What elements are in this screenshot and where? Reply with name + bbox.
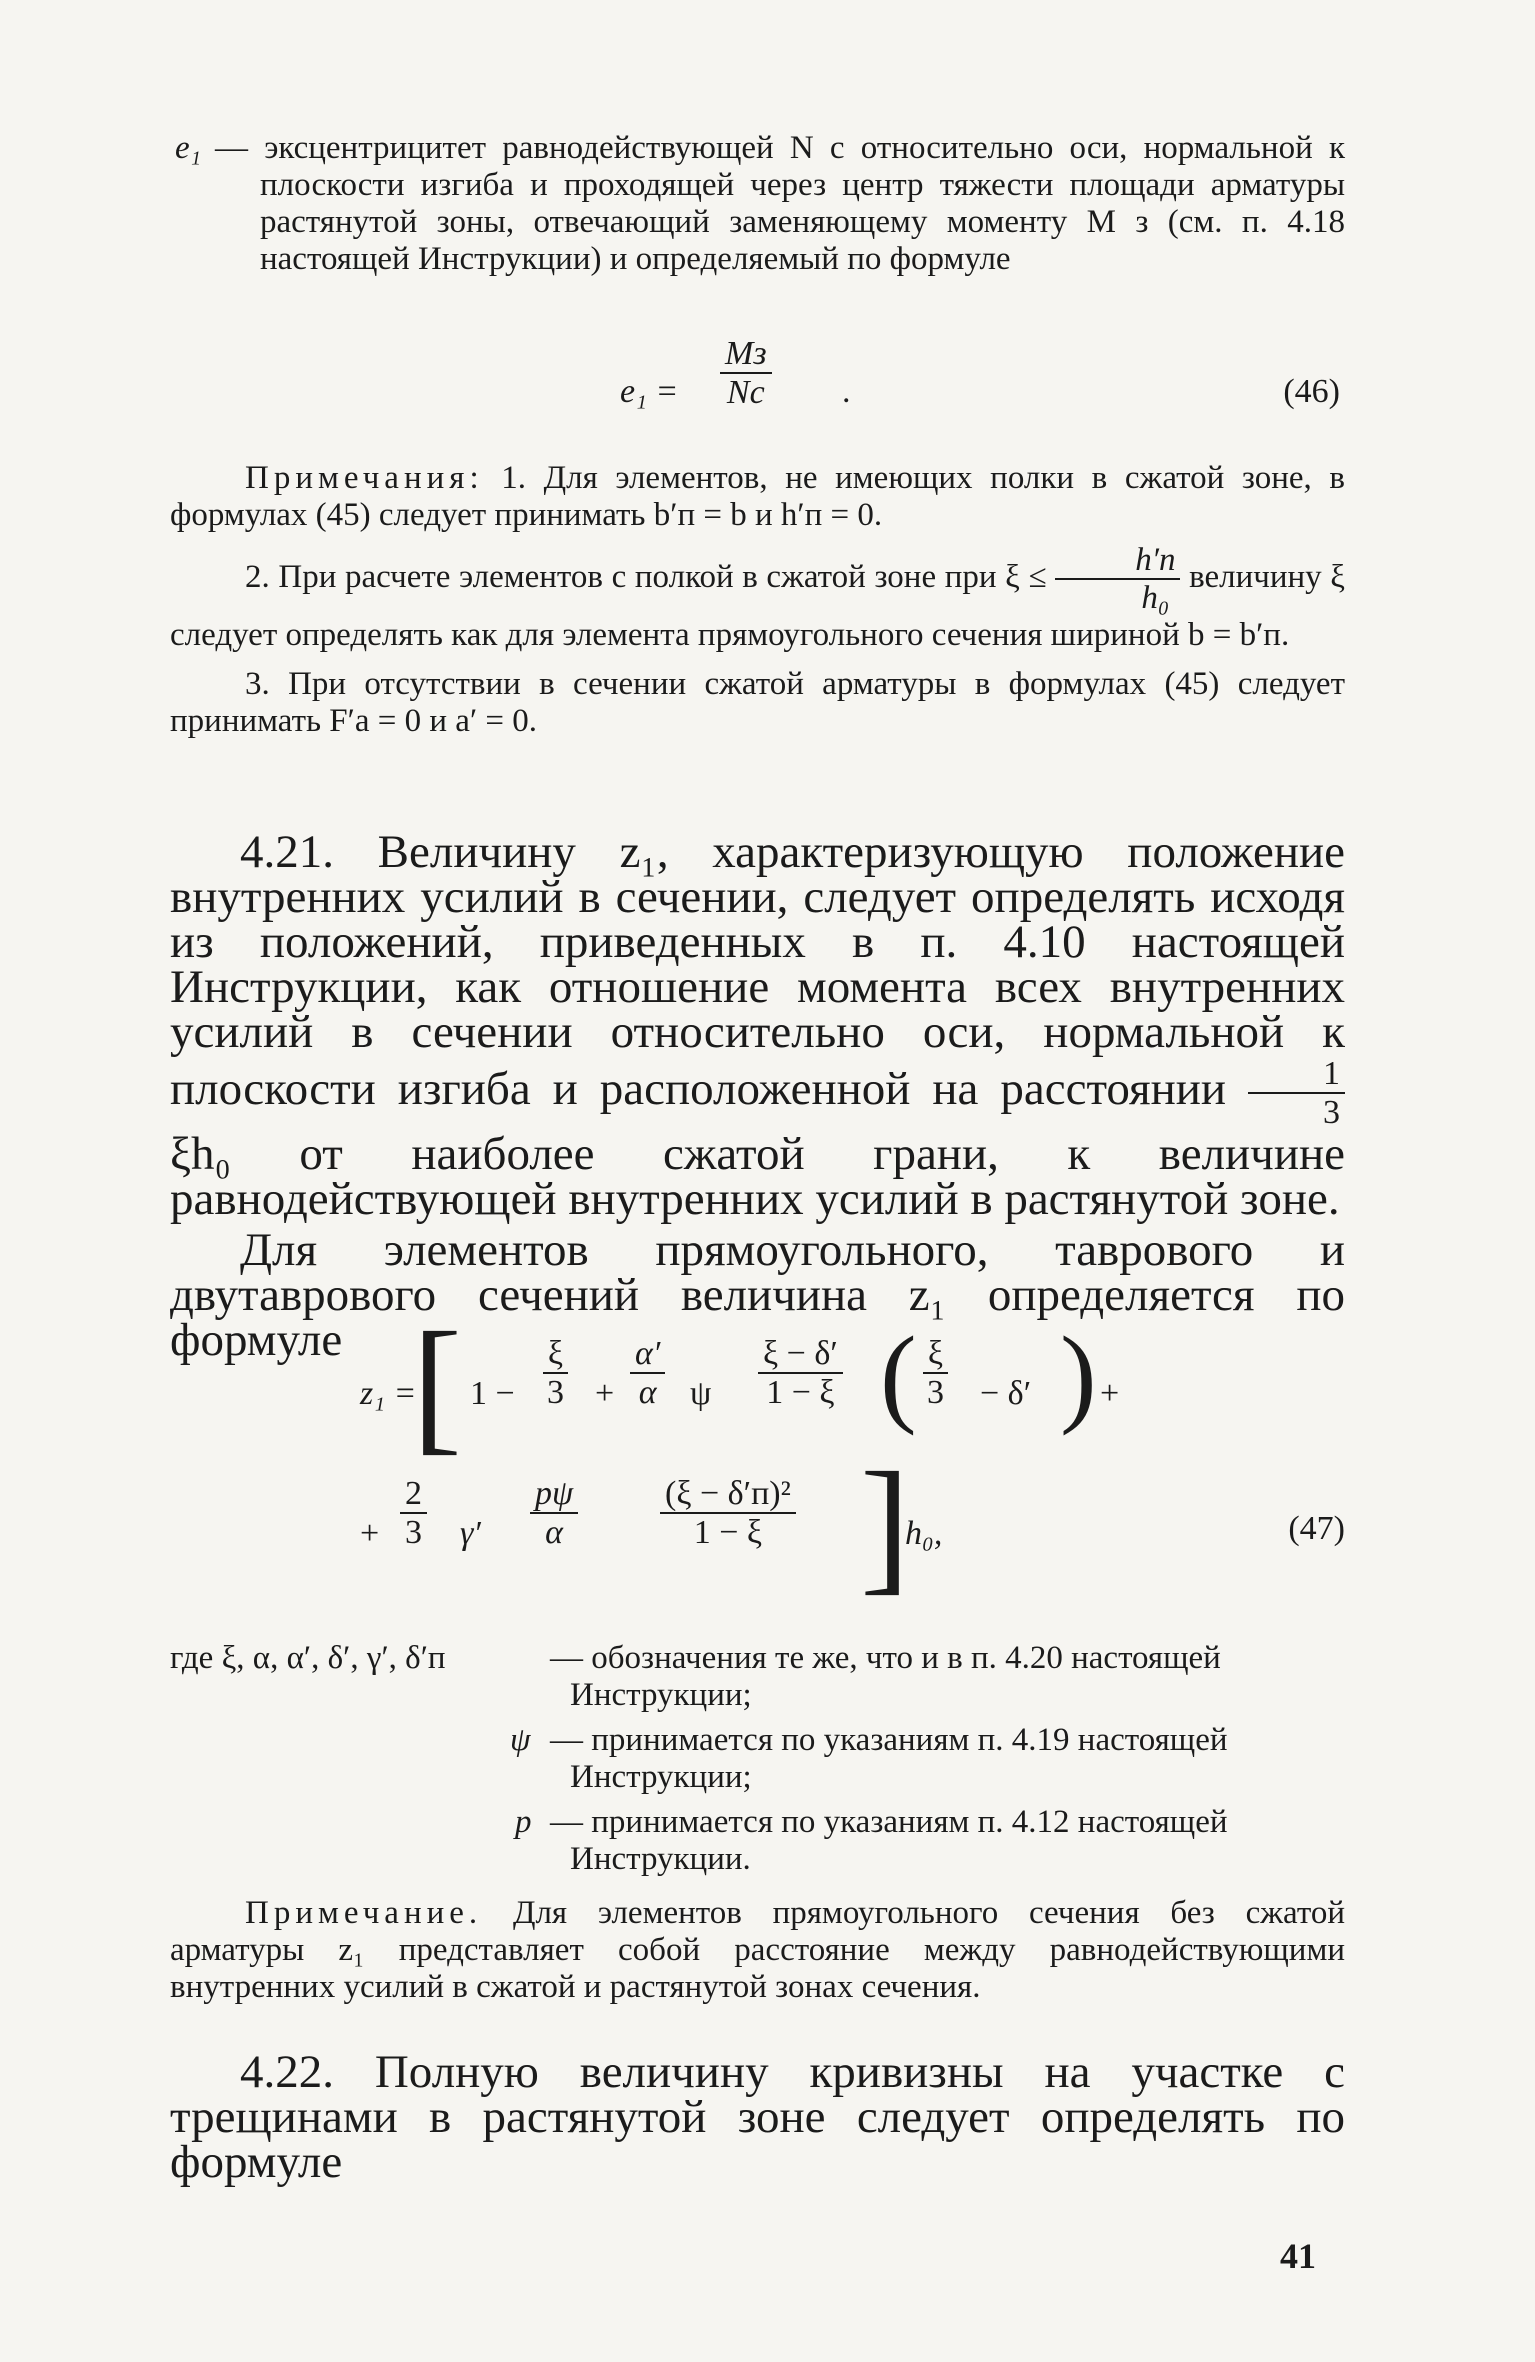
f47-minus-delta: − δ′ bbox=[980, 1375, 1032, 1412]
p421-fraction-num: 1 bbox=[1248, 1055, 1345, 1094]
f47-frac-6 bbox=[530, 1475, 578, 1552]
f47-gamma: γ′ bbox=[460, 1515, 481, 1552]
f47-lhs: z₁ = bbox=[360, 1375, 417, 1412]
p421-paragraph-2: Для элементов прямоугольного, таврового и двутаврового сечений величина z₁ определяется по формуле bbox=[170, 1223, 1345, 1366]
f47-open-bracket: [ bbox=[412, 1302, 462, 1468]
f47-frac-4-den: 3 bbox=[927, 1374, 944, 1412]
f47-plus-1: + bbox=[595, 1375, 615, 1412]
f47-frac-4-num: ξ bbox=[923, 1335, 948, 1374]
f47-frac-5-den: 3 bbox=[405, 1514, 422, 1552]
notes-block bbox=[170, 460, 1345, 740]
f47-one-minus: 1 − bbox=[470, 1375, 515, 1412]
e1-definition-text: — эксцентрицитет равнодействующей N с относительно оси, нормальной к плоскости изгиба и проходящей через центр тяжести площади арматуры растянутой зоны, отвечающий заменяющему моменту M з (см. п. 4.18 настоящей Инструкции) и определяемый по формуле bbox=[215, 130, 1345, 277]
note-2-heading: Примечание. bbox=[245, 1895, 483, 1931]
where-row-2-label: ψ bbox=[510, 1722, 531, 1758]
f47-frac-7 bbox=[660, 1475, 796, 1552]
f47-frac-7-den: 1 − ξ bbox=[693, 1514, 763, 1552]
f47-frac-3-den: 1 − ξ bbox=[766, 1374, 835, 1412]
f47-frac-6-den: α bbox=[545, 1514, 563, 1552]
formula-46-denominator: Nс bbox=[726, 374, 765, 412]
formula-46-period: . bbox=[842, 373, 851, 410]
f47-frac-3 bbox=[758, 1335, 843, 1412]
f47-close-bracket: ] bbox=[860, 1442, 910, 1608]
note-1-text: 1. Для элементов, не имеющих полки в сжатой зоне, в формулах (45) следует принимать b′п = b и h′п = 0. bbox=[170, 460, 1345, 533]
f47-frac-5 bbox=[400, 1475, 427, 1552]
f47-frac-6-num: pψ bbox=[530, 1475, 578, 1514]
p421-fraction-den: 3 bbox=[1323, 1094, 1340, 1132]
note-2-text-a: 2. При расчете элементов с полкой в сжатой зоне при ξ ≤ bbox=[245, 558, 1047, 595]
f47-frac-1 bbox=[542, 1335, 569, 1412]
where-row-1-text: — обозначения те же, что и в п. 4.20 настоящей Инструкции; bbox=[550, 1640, 1221, 1713]
note-2-fraction bbox=[1055, 542, 1180, 617]
where-row-3-label: p bbox=[515, 1804, 532, 1840]
note-2-text-b: величину ξ следует определять как для элемента прямоугольного сечения шириной b = b′п. bbox=[170, 558, 1345, 653]
formula-46-fraction bbox=[720, 335, 772, 412]
e1-definition bbox=[170, 130, 1345, 278]
notes-heading: Примечания: bbox=[245, 460, 484, 496]
f47-frac-5-num: 2 bbox=[400, 1475, 427, 1514]
f47-leading-plus: + bbox=[360, 1515, 380, 1552]
note-2-body: Для элементов прямоугольного сечения без сжатой арматуры z₁ представляет собой расстояние между равнодействующими внутренних усилий в сжатой и растянутой зонах сечения. bbox=[170, 1895, 1345, 2005]
f47-frac-2 bbox=[630, 1335, 665, 1412]
f47-psi-1: ψ bbox=[690, 1375, 712, 1412]
f47-frac-3-num: ξ − δ′ bbox=[758, 1335, 843, 1374]
p421-paragraph-1 bbox=[170, 826, 1345, 1225]
f47-frac-4 bbox=[922, 1335, 949, 1412]
section-4-21 bbox=[170, 826, 1345, 1366]
f47-frac-1-den: 3 bbox=[547, 1374, 564, 1412]
f47-frac-7-num: (ξ − δ′п)² bbox=[660, 1475, 796, 1514]
f47-number: (47) bbox=[1288, 1510, 1345, 1547]
note-1 bbox=[170, 460, 1345, 534]
formula-46-lhs: e₁ = bbox=[620, 373, 679, 410]
where-row-3-text: — принимается по указаниям п. 4.12 настоящей Инструкции. bbox=[550, 1804, 1228, 1877]
note-2-fraction-den: h₀ bbox=[1141, 580, 1170, 617]
f47-frac-2-num: α′ bbox=[630, 1335, 665, 1374]
formula-46 bbox=[620, 335, 1340, 445]
f47-h0: h₀, bbox=[905, 1515, 943, 1552]
p421-text-b: ξh₀ от наиболее сжатой грани, к величине равнодействующей внутренних усилий в растянутой зоне. bbox=[170, 1127, 1345, 1225]
note-2 bbox=[170, 542, 1345, 654]
section-4-22: 4.22. Полную величину кривизны на участке с трещинами в растянутой зоне следует определять по формуле bbox=[170, 2046, 1345, 2188]
f47-frac-1-num: ξ bbox=[543, 1335, 568, 1374]
formula-46-numerator: Mз bbox=[720, 335, 772, 374]
note-3: 3. При отсутствии в сечении сжатой арматуры в формулах (45) следует принимать F′а = 0 и a′ = 0. bbox=[170, 665, 1345, 739]
note-2-fraction-num: h′п bbox=[1055, 542, 1180, 580]
formula-46-number: (46) bbox=[1283, 373, 1340, 410]
where-row-2-text: — принимается по указаниям п. 4.19 настоящей Инструкции; bbox=[550, 1722, 1228, 1795]
f47-trailing-plus: + bbox=[1100, 1375, 1120, 1412]
page-number: 41 bbox=[1280, 2236, 1316, 2276]
note-2-block bbox=[170, 1895, 1345, 2006]
f47-close-paren: ) bbox=[1060, 1314, 1097, 1436]
e1-symbol: e₁ bbox=[175, 130, 202, 166]
p421-fraction bbox=[1248, 1055, 1345, 1132]
f47-frac-2-den: α bbox=[638, 1374, 657, 1412]
where-row-1-label: где ξ, α, α′, δ′, γ′, δ′п bbox=[170, 1640, 446, 1676]
formula-47 bbox=[360, 1302, 1345, 1610]
p421-text-a: 4.21. Величину z₁, характеризующую положение внутренних усилий в сечении, следует определять исходя из положений, приведенных в п. 4.10 настоящей Инструкции, как отношение момента всех внутренних усилий в сечении относительно оси, нормальной к плоскости изгиба и расположенной на расстоянии bbox=[170, 826, 1345, 1116]
f47-open-paren: ( bbox=[880, 1314, 917, 1436]
where-list bbox=[170, 1640, 1345, 1877]
